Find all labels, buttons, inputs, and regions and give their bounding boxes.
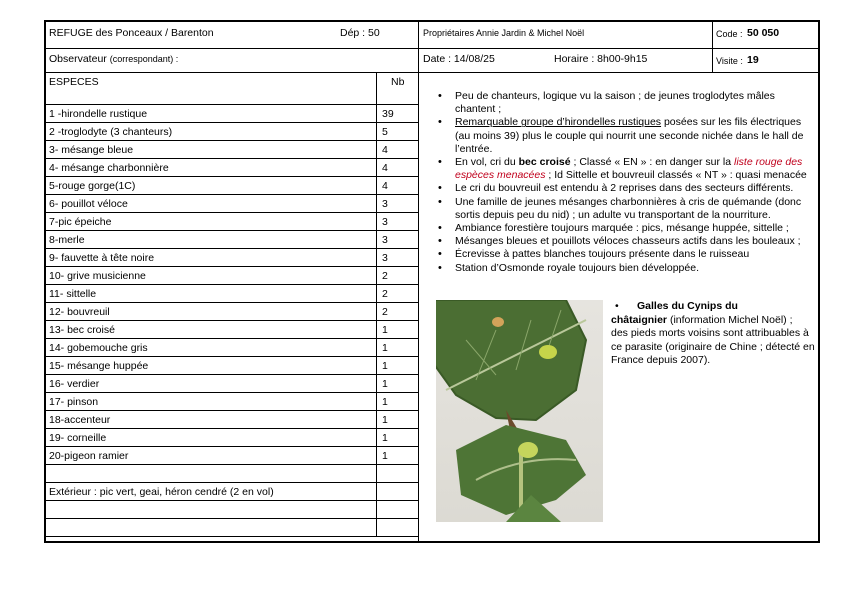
table-row	[46, 213, 418, 231]
record-sheet	[44, 20, 820, 543]
species-name: 7-pic épeiche	[49, 216, 112, 228]
species-name: 1 -hirondelle rustique	[49, 108, 148, 120]
species-count: 1	[382, 414, 388, 426]
species-name: 18-accenteur	[49, 414, 111, 426]
table-row	[46, 285, 418, 303]
species-name: 13- bec croisé	[49, 324, 115, 336]
note-item: • Écrevisse à pattes blanches toujours présente dans le ruisseau	[455, 248, 820, 261]
species-count: 1	[382, 432, 388, 444]
table-row	[46, 195, 418, 213]
table-row	[46, 123, 418, 141]
species-count: 3	[382, 234, 388, 246]
table-row	[46, 447, 418, 465]
table-row	[46, 231, 418, 249]
table-row	[46, 483, 418, 501]
table-row	[46, 465, 418, 483]
species-name: 8-merle	[49, 234, 85, 246]
owners: Propriétaires Annie Jardin & Michel Noël	[423, 28, 585, 38]
caption-body: des pieds morts voisins sont attribuables à ce parasite (originaire de Chine ; détecté en France depuis 2007).	[611, 327, 815, 367]
table-row	[46, 339, 418, 357]
species-name: 10- grive musicienne	[49, 270, 146, 282]
species-name: 20-pigeon ramier	[49, 450, 129, 462]
note-item: • Peu de chanteurs, logique vu la saison ; de jeunes troglodytes mâles chantent ;	[455, 90, 820, 116]
visit-number: 19	[747, 54, 759, 66]
table-row	[46, 177, 418, 195]
note-item: • Station d’Osmonde royale toujours bien développée.	[455, 262, 820, 275]
species-name: 16- verdier	[49, 378, 100, 390]
species-table	[46, 73, 418, 541]
table-row	[46, 105, 418, 123]
species-name: 6- pouillot véloce	[49, 198, 128, 210]
species-name: 2 -troglodyte (3 chanteurs)	[49, 126, 173, 138]
table-row	[46, 303, 418, 321]
department: Dép : 50	[340, 27, 380, 39]
species-name: 17- pinson	[49, 396, 99, 408]
species-name: 19- corneille	[49, 432, 107, 444]
species-count: 1	[382, 342, 388, 354]
code-value: 50 050	[747, 27, 780, 39]
code-label: Code :	[716, 29, 743, 39]
species-name: 14- gobemouche gris	[49, 342, 148, 354]
header-divider-1	[46, 48, 818, 49]
table-row	[46, 357, 418, 375]
table-header	[46, 73, 418, 105]
species-count: 4	[382, 144, 388, 156]
note-item: • Le cri du bouvreuil est entendu à 2 reprises dans des secteurs différents.	[455, 182, 820, 195]
species-count: 1	[382, 324, 388, 336]
species-column-header: ESPECES	[49, 76, 99, 88]
species-name: 12- bouvreuil	[49, 306, 110, 318]
species-count: 3	[382, 216, 388, 228]
species-name: 9- fauvette à tête noire	[49, 252, 155, 264]
count-column-header: Nb	[391, 76, 405, 88]
refuge-name: REFUGE des Ponceaux / Barenton	[49, 27, 214, 39]
caption-title: • Galles du Cynips du	[615, 300, 738, 312]
red-list-link: liste rouge des espèces menacées	[455, 156, 803, 182]
visit-time: Horaire : 8h00-9h15	[554, 53, 648, 65]
table-row	[46, 375, 418, 393]
species-count: 2	[382, 288, 388, 300]
species-count: 2	[382, 306, 388, 318]
table-row	[46, 159, 418, 177]
species-count: 3	[382, 198, 388, 210]
species-name: 5-rouge gorge(1C)	[49, 180, 136, 192]
visit-date: Date : 14/08/25	[423, 53, 495, 65]
species-count: 2	[382, 270, 388, 282]
note-item: • En vol, cri du bec croisé ; Classé « EN » : en danger sur la liste rouge des espèces menacées ; Id Sittelle et bouvreuil classés « NT » : quasi menacée	[455, 156, 820, 182]
note-item: • Mésanges bleues et pouillots véloces chasseurs actifs dans les bouleaux ;	[455, 235, 820, 248]
species-name: 3- mésange bleue	[49, 144, 134, 156]
photo-caption: • Galles du Cynips du châtaignier (information Michel Noël) ; des pieds morts voisins sont attribuables à ce parasite (originaire de Chine ; détecté en France depuis 2007).	[611, 300, 815, 367]
species-name: 15- mésange huppée	[49, 360, 149, 372]
species-count: 1	[382, 396, 388, 408]
table-row	[46, 393, 418, 411]
note-item: • Ambiance forestière toujours marquée : pics, mésange huppée, sittelle ;	[455, 222, 820, 235]
table-row	[46, 249, 418, 267]
species-name: 11- sittelle	[49, 288, 97, 300]
species-name: Extérieur : pic vert, geai, héron cendré (2 en vol)	[49, 486, 274, 498]
chestnut-gall-photo	[436, 300, 603, 522]
species-count: 3	[382, 252, 388, 264]
table-row	[46, 267, 418, 285]
visit-label: Visite :	[716, 56, 743, 66]
table-row	[46, 411, 418, 429]
species-count: 4	[382, 180, 388, 192]
species-count: 5	[382, 126, 388, 138]
species-count: 1	[382, 450, 388, 462]
note-item: • Remarquable groupe d’hirondelles rustiques posées sur les fils électriques (au moins 39) plus le couple qui nourrit une seconde nichée dans le hall de l’entrée.	[455, 116, 820, 156]
note-item: • Une famille de jeunes mésanges charbonnières à cris de quémande (donc sortis depuis peu du nid) ; un adulte vu transportant de la nourriture.	[455, 196, 820, 222]
observer-label: Observateur (correspondant) :	[49, 53, 179, 65]
table-row	[46, 321, 418, 339]
table-row	[46, 429, 418, 447]
code-divider	[712, 22, 713, 72]
observation-notes	[418, 90, 820, 275]
species-count: 1	[382, 360, 388, 372]
species-count: 39	[382, 108, 394, 120]
table-row	[46, 141, 418, 159]
species-count: 1	[382, 378, 388, 390]
species-count: 4	[382, 162, 388, 174]
table-row	[46, 519, 418, 537]
table-row	[46, 501, 418, 519]
species-name: 4- mésange charbonnière	[49, 162, 169, 174]
